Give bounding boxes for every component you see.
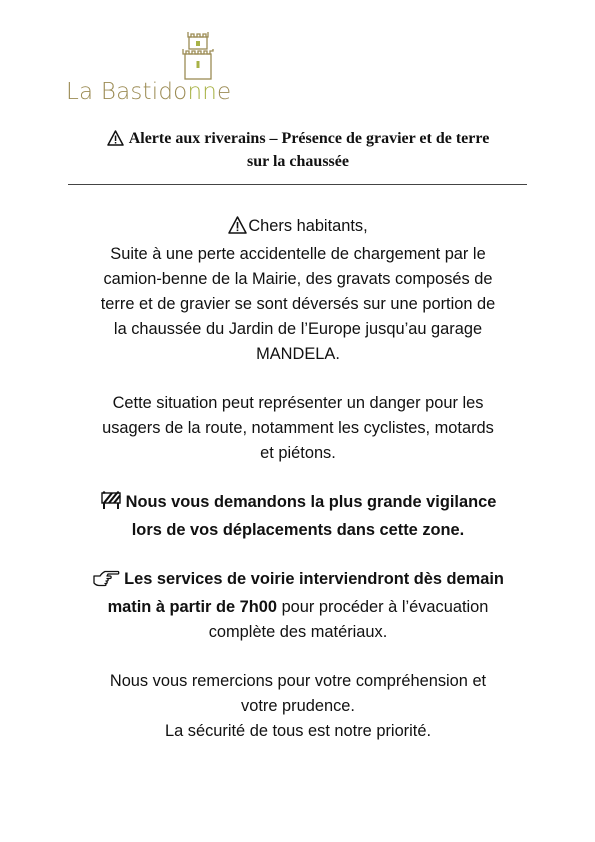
castle-tower-icon [178,30,218,80]
town-logo [66,28,236,110]
paragraph-closing: Nous vous remercions pour votre compréhension et votre prudence. La sécurité de tous est notre priorité. [109,672,487,740]
notice-body [66,214,530,744]
title-divider [68,184,527,185]
paragraph-incident: Suite à une perte accidentelle de chargement par le camion-benne de la Mairie, des gravats composés de terre et de gravier se sont déversés sur une portion de la chaussée du Jardin de l’Europe jusqu’au garage MANDELA. [100,245,496,363]
paragraph-services: Les services de voirie interviendront dès demain matin à partir de 7h00 pour procéder à l’évacuation complète des matériaux. [66,567,530,645]
logo-wordmark: La Bastidonne [66,79,232,105]
pointing-hand-icon [92,570,120,595]
paragraph-danger: Cette situation peut représenter un danger pour les usagers de la route, notamment les cyclistes, motards et piétons. [102,394,494,462]
title-line-1: Alerte aux riverains – Présence de gravier et de terre [128,130,490,147]
page-title [66,129,530,172]
paragraph-vigilance: Nous vous demandons la plus grande vigilance lors de vos déplacements dans cette zone. [66,490,530,543]
warning-icon [107,130,124,152]
warning-icon [228,216,247,242]
greeting: Chers habitants, [66,214,530,242]
title-line-2: sur la chaussée [247,153,349,170]
construction-barrier-icon [100,491,122,518]
